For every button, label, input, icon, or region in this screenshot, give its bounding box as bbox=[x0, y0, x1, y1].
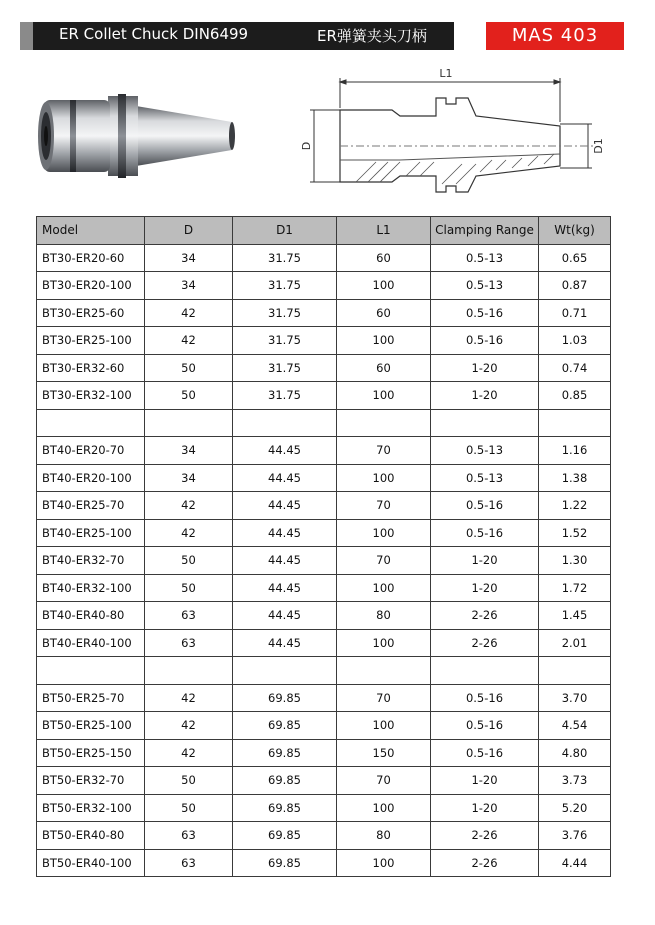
table-row bbox=[37, 299, 611, 327]
product-title-cn: ER弹簧夹头刀柄 bbox=[317, 27, 427, 45]
cell-l1: 60 bbox=[337, 244, 431, 272]
header-accent bbox=[20, 22, 33, 50]
cell-model: BT30-ER32-60 bbox=[37, 354, 145, 382]
empty-cell bbox=[431, 657, 539, 685]
empty-cell bbox=[539, 409, 611, 437]
cell-d: 42 bbox=[145, 492, 233, 520]
table-spacer-row bbox=[37, 409, 611, 437]
cell-model: BT40-ER40-100 bbox=[37, 629, 145, 657]
cell-l1: 100 bbox=[337, 519, 431, 547]
cell-weight: 5.20 bbox=[539, 794, 611, 822]
table-row bbox=[37, 629, 611, 657]
cell-d1: 69.85 bbox=[233, 684, 337, 712]
cell-d1: 44.45 bbox=[233, 602, 337, 630]
cell-clamping-range: 0.5-13 bbox=[431, 244, 539, 272]
cell-weight: 4.54 bbox=[539, 712, 611, 740]
cell-d: 34 bbox=[145, 437, 233, 465]
cell-clamping-range: 2-26 bbox=[431, 629, 539, 657]
cell-weight: 1.30 bbox=[539, 547, 611, 575]
table-row bbox=[37, 437, 611, 465]
cell-weight: 3.70 bbox=[539, 684, 611, 712]
cell-clamping-range: 0.5-16 bbox=[431, 519, 539, 547]
dim-label-d: D bbox=[300, 141, 313, 151]
product-photo bbox=[36, 86, 242, 186]
cell-model: BT40-ER25-70 bbox=[37, 492, 145, 520]
cell-l1: 150 bbox=[337, 739, 431, 767]
table-row bbox=[37, 794, 611, 822]
cell-clamping-range: 0.5-16 bbox=[431, 492, 539, 520]
table-row bbox=[37, 712, 611, 740]
cell-clamping-range: 1-20 bbox=[431, 354, 539, 382]
cell-clamping-range: 0.5-13 bbox=[431, 437, 539, 465]
cell-d: 50 bbox=[145, 574, 233, 602]
cell-model: BT50-ER25-100 bbox=[37, 712, 145, 740]
cell-d: 42 bbox=[145, 712, 233, 740]
cell-weight: 3.76 bbox=[539, 822, 611, 850]
cell-d1: 31.75 bbox=[233, 382, 337, 410]
cell-model: BT30-ER20-100 bbox=[37, 272, 145, 300]
cell-l1: 70 bbox=[337, 437, 431, 465]
table-row bbox=[37, 519, 611, 547]
cell-clamping-range: 1-20 bbox=[431, 382, 539, 410]
cell-d: 42 bbox=[145, 739, 233, 767]
cell-d: 63 bbox=[145, 602, 233, 630]
cell-d1: 44.45 bbox=[233, 574, 337, 602]
dim-label-l1: L1 bbox=[439, 67, 453, 80]
cell-clamping-range: 0.5-16 bbox=[431, 327, 539, 355]
cell-model: BT40-ER25-100 bbox=[37, 519, 145, 547]
cell-d: 50 bbox=[145, 767, 233, 795]
cell-d1: 31.75 bbox=[233, 354, 337, 382]
cell-l1: 70 bbox=[337, 547, 431, 575]
cell-model: BT30-ER20-60 bbox=[37, 244, 145, 272]
empty-cell bbox=[37, 657, 145, 685]
cell-model: BT50-ER25-70 bbox=[37, 684, 145, 712]
cell-d1: 69.85 bbox=[233, 739, 337, 767]
cell-l1: 70 bbox=[337, 684, 431, 712]
cell-d1: 44.45 bbox=[233, 464, 337, 492]
table-row bbox=[37, 382, 611, 410]
table-row bbox=[37, 822, 611, 850]
cell-d: 34 bbox=[145, 464, 233, 492]
column-header-l1: L1 bbox=[337, 217, 431, 245]
cell-d: 50 bbox=[145, 382, 233, 410]
cell-d1: 44.45 bbox=[233, 437, 337, 465]
cell-weight: 4.44 bbox=[539, 849, 611, 877]
product-title-en: ER Collet Chuck DIN6499 bbox=[59, 25, 249, 43]
cell-l1: 100 bbox=[337, 794, 431, 822]
cell-model: BT50-ER40-100 bbox=[37, 849, 145, 877]
table-row bbox=[37, 602, 611, 630]
cell-d1: 31.75 bbox=[233, 299, 337, 327]
cell-weight: 0.65 bbox=[539, 244, 611, 272]
cell-d: 63 bbox=[145, 629, 233, 657]
empty-cell bbox=[145, 657, 233, 685]
empty-cell bbox=[337, 409, 431, 437]
cell-clamping-range: 0.5-13 bbox=[431, 272, 539, 300]
table-row bbox=[37, 464, 611, 492]
cell-model: BT40-ER20-70 bbox=[37, 437, 145, 465]
cell-weight: 1.03 bbox=[539, 327, 611, 355]
table-row bbox=[37, 684, 611, 712]
column-header-clamping-range: Clamping Range bbox=[431, 217, 539, 245]
cell-d: 50 bbox=[145, 354, 233, 382]
cell-l1: 100 bbox=[337, 712, 431, 740]
cell-l1: 60 bbox=[337, 299, 431, 327]
cell-model: BT30-ER25-60 bbox=[37, 299, 145, 327]
cell-clamping-range: 0.5-13 bbox=[431, 464, 539, 492]
table-row bbox=[37, 547, 611, 575]
table-row bbox=[37, 354, 611, 382]
table-row bbox=[37, 244, 611, 272]
cell-d: 63 bbox=[145, 849, 233, 877]
cell-model: BT50-ER32-70 bbox=[37, 767, 145, 795]
technical-drawing bbox=[296, 64, 616, 204]
cell-l1: 100 bbox=[337, 849, 431, 877]
cell-clamping-range: 1-20 bbox=[431, 767, 539, 795]
cell-d1: 69.85 bbox=[233, 849, 337, 877]
empty-cell bbox=[431, 409, 539, 437]
column-header-d1: D1 bbox=[233, 217, 337, 245]
cell-l1: 60 bbox=[337, 354, 431, 382]
cell-l1: 100 bbox=[337, 327, 431, 355]
cell-l1: 100 bbox=[337, 382, 431, 410]
cell-d1: 31.75 bbox=[233, 272, 337, 300]
table-body bbox=[37, 244, 611, 877]
cell-d: 42 bbox=[145, 327, 233, 355]
specification-table bbox=[36, 216, 611, 877]
cell-d1: 69.85 bbox=[233, 794, 337, 822]
cell-l1: 70 bbox=[337, 492, 431, 520]
empty-cell bbox=[145, 409, 233, 437]
cell-d: 42 bbox=[145, 519, 233, 547]
cell-weight: 2.01 bbox=[539, 629, 611, 657]
cell-d: 63 bbox=[145, 822, 233, 850]
cell-clamping-range: 0.5-16 bbox=[431, 299, 539, 327]
cell-weight: 1.38 bbox=[539, 464, 611, 492]
cell-model: BT50-ER25-150 bbox=[37, 739, 145, 767]
cell-weight: 1.72 bbox=[539, 574, 611, 602]
table-spacer-row bbox=[37, 657, 611, 685]
cell-clamping-range: 2-26 bbox=[431, 602, 539, 630]
table-row bbox=[37, 492, 611, 520]
cell-d1: 44.45 bbox=[233, 629, 337, 657]
cell-d1: 69.85 bbox=[233, 822, 337, 850]
table-row bbox=[37, 767, 611, 795]
empty-cell bbox=[233, 657, 337, 685]
standard-badge: MAS 403 bbox=[486, 22, 624, 50]
cell-d1: 31.75 bbox=[233, 244, 337, 272]
cell-model: BT40-ER32-100 bbox=[37, 574, 145, 602]
cell-clamping-range: 1-20 bbox=[431, 574, 539, 602]
cell-weight: 0.71 bbox=[539, 299, 611, 327]
cell-model: BT40-ER32-70 bbox=[37, 547, 145, 575]
column-header-model: Model bbox=[37, 217, 145, 245]
cell-clamping-range: 0.5-16 bbox=[431, 739, 539, 767]
table-row bbox=[37, 739, 611, 767]
cell-d: 34 bbox=[145, 272, 233, 300]
empty-cell bbox=[37, 409, 145, 437]
dim-label-d1: D1 bbox=[592, 138, 605, 154]
cell-weight: 3.73 bbox=[539, 767, 611, 795]
cell-clamping-range: 0.5-16 bbox=[431, 684, 539, 712]
cell-d1: 44.45 bbox=[233, 492, 337, 520]
cell-d: 34 bbox=[145, 244, 233, 272]
cell-d1: 44.45 bbox=[233, 547, 337, 575]
cell-model: BT40-ER40-80 bbox=[37, 602, 145, 630]
cell-d1: 31.75 bbox=[233, 327, 337, 355]
cell-l1: 100 bbox=[337, 574, 431, 602]
cell-weight: 1.45 bbox=[539, 602, 611, 630]
table-row bbox=[37, 327, 611, 355]
cell-d: 50 bbox=[145, 547, 233, 575]
table-row bbox=[37, 849, 611, 877]
cell-clamping-range: 0.5-16 bbox=[431, 712, 539, 740]
cell-l1: 100 bbox=[337, 629, 431, 657]
table-header-row bbox=[37, 217, 611, 245]
cell-weight: 0.85 bbox=[539, 382, 611, 410]
cell-model: BT50-ER40-80 bbox=[37, 822, 145, 850]
cell-model: BT30-ER32-100 bbox=[37, 382, 145, 410]
cell-weight: 0.74 bbox=[539, 354, 611, 382]
column-header-d: D bbox=[145, 217, 233, 245]
cell-weight: 4.80 bbox=[539, 739, 611, 767]
cell-l1: 100 bbox=[337, 272, 431, 300]
cell-clamping-range: 2-26 bbox=[431, 849, 539, 877]
cell-clamping-range: 1-20 bbox=[431, 547, 539, 575]
empty-cell bbox=[233, 409, 337, 437]
cell-weight: 1.22 bbox=[539, 492, 611, 520]
cell-model: BT30-ER25-100 bbox=[37, 327, 145, 355]
header-bar bbox=[20, 22, 454, 50]
cell-model: BT50-ER32-100 bbox=[37, 794, 145, 822]
cell-weight: 1.52 bbox=[539, 519, 611, 547]
cell-d: 42 bbox=[145, 684, 233, 712]
cell-d: 42 bbox=[145, 299, 233, 327]
cell-clamping-range: 1-20 bbox=[431, 794, 539, 822]
cell-weight: 1.16 bbox=[539, 437, 611, 465]
cell-d: 50 bbox=[145, 794, 233, 822]
cell-l1: 80 bbox=[337, 822, 431, 850]
table-row bbox=[37, 574, 611, 602]
cell-model: BT40-ER20-100 bbox=[37, 464, 145, 492]
cell-l1: 100 bbox=[337, 464, 431, 492]
cell-l1: 80 bbox=[337, 602, 431, 630]
cell-d1: 69.85 bbox=[233, 767, 337, 795]
empty-cell bbox=[337, 657, 431, 685]
cell-clamping-range: 2-26 bbox=[431, 822, 539, 850]
column-header-weight: Wt(kg) bbox=[539, 217, 611, 245]
cell-l1: 70 bbox=[337, 767, 431, 795]
empty-cell bbox=[539, 657, 611, 685]
cell-weight: 0.87 bbox=[539, 272, 611, 300]
cell-d1: 69.85 bbox=[233, 712, 337, 740]
table-row bbox=[37, 272, 611, 300]
cell-d1: 44.45 bbox=[233, 519, 337, 547]
